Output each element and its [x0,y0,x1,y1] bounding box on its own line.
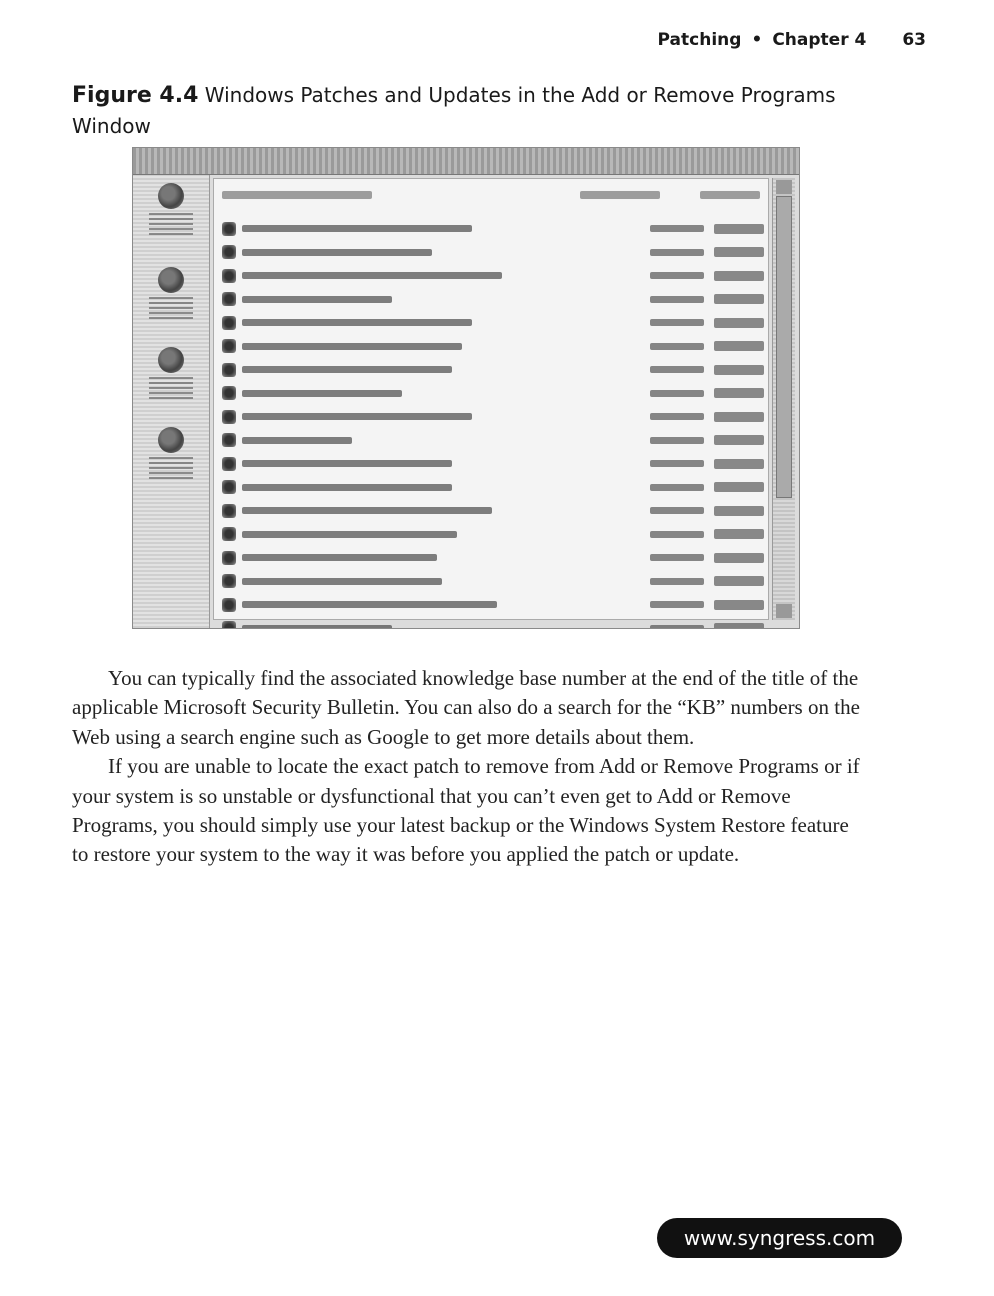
program-row [222,523,768,547]
running-head-separator: • [751,30,763,50]
running-head [658,30,926,50]
program-name-graphic [242,225,472,232]
remove-link-graphic [714,247,764,257]
update-icon [222,339,236,353]
program-name-graphic [242,413,472,420]
remove-link-graphic [714,506,764,516]
sidebar-add-new-programs [145,267,197,319]
remove-link-graphic [714,435,764,445]
program-row [222,546,768,570]
program-row [222,617,768,630]
window-titlebar [133,148,799,175]
program-size-graphic [650,507,704,514]
program-name-graphic [242,437,352,444]
remove-link-graphic [714,388,764,398]
update-icon [222,480,236,494]
program-name-graphic [242,554,437,561]
scroll-up-arrow-icon [776,180,792,194]
program-size-graphic [650,531,704,538]
figure-caption [72,80,862,142]
program-size-graphic [650,437,704,444]
list-header [222,187,760,203]
program-size-graphic [650,249,704,256]
update-icon [222,292,236,306]
program-row [222,499,768,523]
program-row [222,335,768,359]
remove-link-graphic [714,482,764,492]
sort-by-graphic [580,191,660,199]
update-icon [222,245,236,259]
remove-link-graphic [714,341,764,351]
program-name-graphic [242,319,472,326]
program-size-graphic [650,225,704,232]
update-icon [222,410,236,424]
running-head-section: Patching [657,30,742,50]
program-size-graphic [650,554,704,561]
update-icon [222,504,236,518]
remove-link-graphic [714,224,764,234]
update-icon [222,598,236,612]
program-access-icon [158,427,184,453]
update-icon [222,316,236,330]
sidebar-change-remove-programs [145,183,197,235]
windows-components-icon [158,347,184,373]
program-name-graphic [242,366,452,373]
program-row [222,429,768,453]
remove-link-graphic [714,553,764,563]
program-row [222,382,768,406]
program-name-graphic [242,625,392,629]
program-name-graphic [242,531,457,538]
remove-link-graphic [714,459,764,469]
paragraph: If you are unable to locate the exact patch to remove from Add or Remove Programs or if your system is so unstable or dysfunctional that you can’t even get to Add or Remove Programs, you should simply use your latest backup or the Windows System Restore feature to restore your system to the way it was before you applied the patch or update. [72,754,860,867]
remove-link-graphic [714,412,764,422]
update-icon [222,269,236,283]
program-name-graphic [242,601,497,608]
page-number: 63 [902,30,926,50]
running-head-chapter: Chapter 4 [772,30,867,50]
remove-link-graphic [714,318,764,328]
program-size-graphic [650,296,704,303]
sidebar-add-remove-windows-components [145,347,197,399]
remove-link-graphic [714,365,764,375]
program-row [222,405,768,429]
program-row [222,358,768,382]
scroll-thumb [776,196,792,498]
update-icon [222,621,236,629]
program-row [222,241,768,265]
list-scrollbar [772,178,795,620]
update-icon [222,222,236,236]
program-size-graphic [650,460,704,467]
program-row [222,476,768,500]
update-icon [222,527,236,541]
program-rows [222,217,768,629]
program-name-graphic [242,272,502,279]
program-name-graphic [242,484,452,491]
program-row [222,593,768,617]
remove-link-graphic [714,576,764,586]
program-row [222,288,768,312]
program-size-graphic [650,413,704,420]
program-size-graphic [650,366,704,373]
program-row [222,217,768,241]
program-name-graphic [242,296,392,303]
program-row [222,311,768,335]
publisher-url: www.syngress.com [683,1226,876,1250]
figure-label: Figure 4.4 [72,83,199,108]
program-size-graphic [650,578,704,585]
remove-link-graphic [714,271,764,281]
publisher-url-badge [657,1218,902,1258]
sidebar-label-graphic [149,213,193,235]
update-icon [222,433,236,447]
add-programs-icon [158,267,184,293]
update-icon [222,551,236,565]
update-icon [222,363,236,377]
paragraph: You can typically find the associated knowledge base number at the end of the title of the applicable Microsoft Security Bulletin. You can also do a search for the “KB” numbers on the Web using a search engine such as Google to get more details about them. [72,666,860,749]
update-icon [222,386,236,400]
scroll-down-arrow-icon [776,604,792,618]
update-icon [222,574,236,588]
add-remove-programs-screenshot [132,147,800,629]
program-size-graphic [650,319,704,326]
remove-link-graphic [714,294,764,304]
sidebar-label-graphic [149,457,193,479]
remove-link-graphic [714,600,764,610]
program-row [222,264,768,288]
program-size-graphic [650,484,704,491]
sidebar-label-graphic [149,297,193,319]
program-size-graphic [650,601,704,608]
program-name-graphic [242,343,462,350]
body-text [72,664,862,870]
program-row [222,452,768,476]
program-size-graphic [650,625,704,629]
update-icon [222,457,236,471]
window-sidebar [133,175,210,628]
program-size-graphic [650,272,704,279]
figure-title: Windows Patches and Updates in the Add or Remove Programs Window [72,83,836,138]
sort-select-graphic [700,191,760,199]
program-name-graphic [242,460,452,467]
sidebar-label-graphic [149,377,193,399]
program-name-graphic [242,578,442,585]
programs-icon [158,183,184,209]
program-size-graphic [650,343,704,350]
program-name-graphic [242,507,492,514]
program-size-graphic [650,390,704,397]
header-text-graphic [222,191,372,199]
program-row [222,570,768,594]
remove-link-graphic [714,623,764,629]
remove-link-graphic [714,529,764,539]
program-name-graphic [242,390,402,397]
program-list-pane [213,178,769,620]
sidebar-set-program-access [145,427,197,479]
program-name-graphic [242,249,432,256]
